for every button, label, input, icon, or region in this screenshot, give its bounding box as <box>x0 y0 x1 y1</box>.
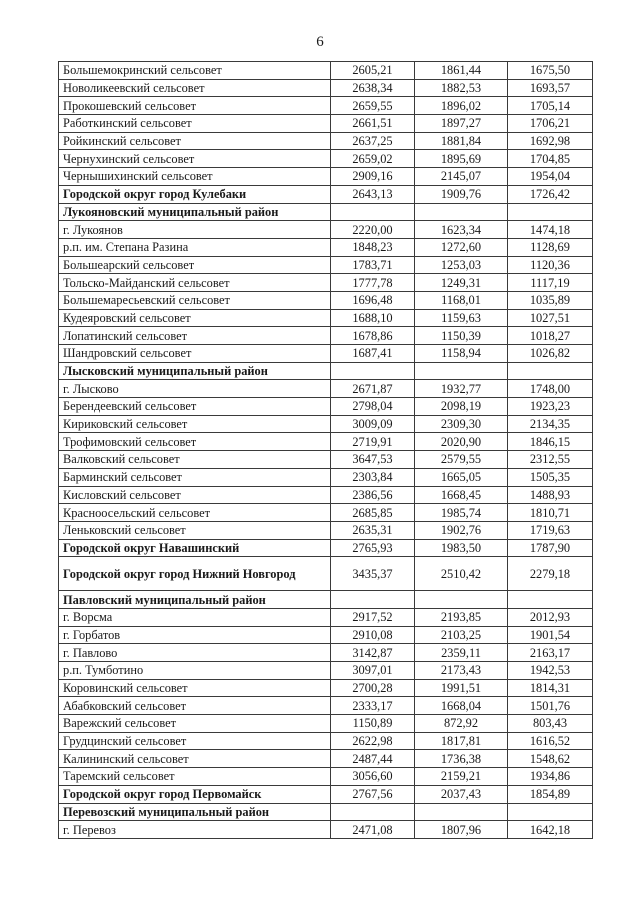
cell-territory: Ройкинский сельсовет <box>59 132 331 150</box>
table-row <box>59 132 593 150</box>
page-number: 6 <box>316 34 324 50</box>
cell-value-v3: 1642,18 <box>508 821 593 839</box>
cell-territory: Новоликеевский сельсовет <box>59 79 331 97</box>
cell-value-v1: 3647,53 <box>331 451 415 469</box>
table-row <box>59 451 593 469</box>
cell-territory: Прокошевский сельсовет <box>59 97 331 115</box>
cell-value-v3: 1810,71 <box>508 504 593 522</box>
cell-value-v3: 1934,86 <box>508 768 593 786</box>
cell-value-v3: 1693,57 <box>508 79 593 97</box>
table-row <box>59 626 593 644</box>
cell-territory: Тольско-Майданский сельсовет <box>59 274 331 292</box>
cell-value-v1: 2671,87 <box>331 380 415 398</box>
cell-territory: Лукояновский муниципальный район <box>59 203 331 221</box>
cell-value-v3 <box>508 203 593 221</box>
cell-territory: Берендеевский сельсовет <box>59 398 331 416</box>
cell-territory: Варежский сельсовет <box>59 715 331 733</box>
cell-value-v2: 1807,96 <box>415 821 508 839</box>
cell-value-v1: 1688,10 <box>331 309 415 327</box>
cell-value-v2: 1668,04 <box>415 697 508 715</box>
cell-territory: Красноосельский сельсовет <box>59 504 331 522</box>
table-row <box>59 433 593 451</box>
section-header-row <box>59 362 593 380</box>
cell-value-v3: 1705,14 <box>508 97 593 115</box>
cell-value-v1: 1848,23 <box>331 238 415 256</box>
cell-value-v3: 1018,27 <box>508 327 593 345</box>
table-row <box>59 97 593 115</box>
table-row <box>59 115 593 133</box>
cell-value-v1: 2661,51 <box>331 115 415 133</box>
cell-value-v1: 2220,00 <box>331 221 415 239</box>
cell-value-v1: 2487,44 <box>331 750 415 768</box>
cell-value-v2: 1932,77 <box>415 380 508 398</box>
cell-territory: Коровинский сельсовет <box>59 679 331 697</box>
cell-value-v1: 3009,09 <box>331 415 415 433</box>
cell-territory: Леньковский сельсовет <box>59 521 331 539</box>
cell-territory: Павловский муниципальный район <box>59 591 331 609</box>
cell-value-v3: 1706,21 <box>508 115 593 133</box>
cell-value-v3: 1719,63 <box>508 521 593 539</box>
cell-value-v3: 1117,19 <box>508 274 593 292</box>
table-row <box>59 785 593 803</box>
cell-value-v2: 1895,69 <box>415 150 508 168</box>
cell-territory: Городской округ город Первомайск <box>59 785 331 803</box>
cell-value-v2: 2510,42 <box>415 557 508 591</box>
cell-value-v1: 2303,84 <box>331 468 415 486</box>
cell-value-v3 <box>508 591 593 609</box>
cell-value-v1: 2767,56 <box>331 785 415 803</box>
table-row <box>59 557 593 591</box>
cell-value-v3: 1548,62 <box>508 750 593 768</box>
cell-value-v1: 1777,78 <box>331 274 415 292</box>
cell-value-v2: 1159,63 <box>415 309 508 327</box>
cell-value-v3: 1726,42 <box>508 185 593 203</box>
cell-value-v3: 1846,15 <box>508 433 593 451</box>
table-row <box>59 468 593 486</box>
cell-value-v3: 2012,93 <box>508 608 593 626</box>
cell-value-v2: 1861,44 <box>415 62 508 80</box>
cell-value-v3: 1954,04 <box>508 168 593 186</box>
cell-territory: Таремский сельсовет <box>59 768 331 786</box>
cell-value-v2: 1158,94 <box>415 345 508 363</box>
cell-value-v3: 1488,93 <box>508 486 593 504</box>
cell-value-v2: 1272,60 <box>415 238 508 256</box>
cell-territory: Городской округ город Нижний Новгород <box>59 557 331 591</box>
cell-value-v2: 872,92 <box>415 715 508 733</box>
table-row <box>59 679 593 697</box>
cell-value-v1: 3435,37 <box>331 557 415 591</box>
cell-value-v1: 2910,08 <box>331 626 415 644</box>
cell-value-v3: 1474,18 <box>508 221 593 239</box>
cell-value-v2: 1623,34 <box>415 221 508 239</box>
cell-value-v1: 2700,28 <box>331 679 415 697</box>
table-row <box>59 221 593 239</box>
cell-territory: г. Лукоянов <box>59 221 331 239</box>
cell-value-v2: 1668,45 <box>415 486 508 504</box>
cell-value-v2: 2309,30 <box>415 415 508 433</box>
table-row <box>59 697 593 715</box>
cell-value-v3: 1675,50 <box>508 62 593 80</box>
cell-value-v2: 1736,38 <box>415 750 508 768</box>
cell-value-v2: 2193,85 <box>415 608 508 626</box>
table-row <box>59 256 593 274</box>
cell-value-v2: 2103,25 <box>415 626 508 644</box>
cell-value-v1: 1696,48 <box>331 291 415 309</box>
cell-value-v2: 1168,01 <box>415 291 508 309</box>
section-header-row <box>59 203 593 221</box>
cell-territory: Лысковский муниципальный район <box>59 362 331 380</box>
cell-value-v1: 2635,31 <box>331 521 415 539</box>
cell-value-v2: 2145,07 <box>415 168 508 186</box>
section-header-row <box>59 803 593 821</box>
cell-value-v2: 1991,51 <box>415 679 508 697</box>
cell-value-v1: 2471,08 <box>331 821 415 839</box>
cell-value-v2: 1817,81 <box>415 732 508 750</box>
cell-value-v1: 1678,86 <box>331 327 415 345</box>
table-row <box>59 79 593 97</box>
cell-value-v1: 2637,25 <box>331 132 415 150</box>
cell-value-v1: 1687,41 <box>331 345 415 363</box>
table-row <box>59 380 593 398</box>
cell-value-v3: 1854,89 <box>508 785 593 803</box>
cell-value-v3: 1120,36 <box>508 256 593 274</box>
cell-value-v1: 2719,91 <box>331 433 415 451</box>
cell-territory: Большемаресьевский сельсовет <box>59 291 331 309</box>
cell-value-v2: 1150,39 <box>415 327 508 345</box>
cell-value-v2 <box>415 803 508 821</box>
cell-territory: г. Перевоз <box>59 821 331 839</box>
cell-value-v1: 2917,52 <box>331 608 415 626</box>
cell-value-v3: 1901,54 <box>508 626 593 644</box>
cell-territory: Кисловский сельсовет <box>59 486 331 504</box>
cell-value-v2: 1881,84 <box>415 132 508 150</box>
cell-value-v3: 1501,76 <box>508 697 593 715</box>
cell-value-v3 <box>508 362 593 380</box>
cell-value-v1: 2659,02 <box>331 150 415 168</box>
cell-value-v2: 2579,55 <box>415 451 508 469</box>
table-row <box>59 521 593 539</box>
table-row <box>59 150 593 168</box>
table-row <box>59 327 593 345</box>
cell-value-v1: 2643,13 <box>331 185 415 203</box>
cell-value-v3: 1692,98 <box>508 132 593 150</box>
cell-value-v3: 803,43 <box>508 715 593 733</box>
cell-territory: Валковский сельсовет <box>59 451 331 469</box>
cell-value-v3: 1748,00 <box>508 380 593 398</box>
cell-value-v1 <box>331 203 415 221</box>
table-row <box>59 274 593 292</box>
tariff-table <box>58 61 593 839</box>
cell-territory: г. Лысково <box>59 380 331 398</box>
table-row <box>59 415 593 433</box>
cell-value-v2: 2173,43 <box>415 662 508 680</box>
cell-value-v3: 2163,17 <box>508 644 593 662</box>
cell-territory: Чернышихинский сельсовет <box>59 168 331 186</box>
cell-territory: Чернухинский сельсовет <box>59 150 331 168</box>
cell-value-v2: 1902,76 <box>415 521 508 539</box>
cell-value-v1: 2685,85 <box>331 504 415 522</box>
cell-territory: Грудцинский сельсовет <box>59 732 331 750</box>
table-row <box>59 662 593 680</box>
table-row <box>59 291 593 309</box>
cell-territory: Шандровский сельсовет <box>59 345 331 363</box>
cell-territory: Калининский сельсовет <box>59 750 331 768</box>
table-row <box>59 398 593 416</box>
cell-value-v2: 2098,19 <box>415 398 508 416</box>
cell-value-v2: 2020,90 <box>415 433 508 451</box>
cell-value-v3: 1814,31 <box>508 679 593 697</box>
table-row <box>59 486 593 504</box>
cell-territory: Работкинский сельсовет <box>59 115 331 133</box>
table-row <box>59 539 593 557</box>
cell-value-v2 <box>415 203 508 221</box>
table-row <box>59 768 593 786</box>
cell-territory: Перевозский муниципальный район <box>59 803 331 821</box>
cell-value-v3: 2279,18 <box>508 557 593 591</box>
cell-value-v1: 2765,93 <box>331 539 415 557</box>
cell-value-v2: 1985,74 <box>415 504 508 522</box>
table-row <box>59 62 593 80</box>
table-row <box>59 608 593 626</box>
cell-value-v2 <box>415 362 508 380</box>
cell-value-v3: 1787,90 <box>508 539 593 557</box>
cell-value-v1: 3097,01 <box>331 662 415 680</box>
cell-value-v1: 2605,21 <box>331 62 415 80</box>
cell-territory: Трофимовский сельсовет <box>59 433 331 451</box>
cell-territory: Барминский сельсовет <box>59 468 331 486</box>
cell-territory: р.п. Тумботино <box>59 662 331 680</box>
cell-value-v2: 1665,05 <box>415 468 508 486</box>
cell-value-v2: 2159,21 <box>415 768 508 786</box>
cell-value-v1 <box>331 362 415 380</box>
cell-value-v1 <box>331 591 415 609</box>
cell-value-v3: 1704,85 <box>508 150 593 168</box>
cell-value-v3: 1505,35 <box>508 468 593 486</box>
cell-territory: Кириковский сельсовет <box>59 415 331 433</box>
cell-territory: Большеарский сельсовет <box>59 256 331 274</box>
table-row <box>59 504 593 522</box>
table-row <box>59 185 593 203</box>
table-row <box>59 345 593 363</box>
cell-value-v3: 1027,51 <box>508 309 593 327</box>
table-body <box>59 62 593 839</box>
cell-value-v3: 1616,52 <box>508 732 593 750</box>
cell-value-v1: 3056,60 <box>331 768 415 786</box>
cell-value-v3: 1035,89 <box>508 291 593 309</box>
cell-value-v2: 1909,76 <box>415 185 508 203</box>
cell-territory: г. Ворсма <box>59 608 331 626</box>
cell-territory: Большемокринский сельсовет <box>59 62 331 80</box>
table-row <box>59 821 593 839</box>
cell-territory: Городской округ город Кулебаки <box>59 185 331 203</box>
table-row <box>59 168 593 186</box>
cell-value-v1: 1783,71 <box>331 256 415 274</box>
section-header-row <box>59 591 593 609</box>
cell-territory: Кудеяровский сельсовет <box>59 309 331 327</box>
cell-territory: Городской округ Навашинский <box>59 539 331 557</box>
table-row <box>59 750 593 768</box>
cell-value-v1: 2622,98 <box>331 732 415 750</box>
cell-value-v3: 1128,69 <box>508 238 593 256</box>
cell-value-v2 <box>415 591 508 609</box>
table-row <box>59 644 593 662</box>
cell-value-v1 <box>331 803 415 821</box>
table-row <box>59 309 593 327</box>
cell-value-v2: 1249,31 <box>415 274 508 292</box>
cell-value-v1: 1150,89 <box>331 715 415 733</box>
cell-value-v1: 2909,16 <box>331 168 415 186</box>
cell-value-v3 <box>508 803 593 821</box>
cell-territory: Абабковский сельсовет <box>59 697 331 715</box>
cell-value-v1: 2386,56 <box>331 486 415 504</box>
cell-value-v2: 1253,03 <box>415 256 508 274</box>
cell-territory: р.п. им. Степана Разина <box>59 238 331 256</box>
cell-value-v3: 1942,53 <box>508 662 593 680</box>
cell-value-v2: 1896,02 <box>415 97 508 115</box>
table-row <box>59 715 593 733</box>
cell-value-v2: 2037,43 <box>415 785 508 803</box>
cell-value-v3: 2312,55 <box>508 451 593 469</box>
cell-value-v2: 1897,27 <box>415 115 508 133</box>
cell-territory: Лопатинский сельсовет <box>59 327 331 345</box>
cell-value-v1: 3142,87 <box>331 644 415 662</box>
cell-value-v3: 1923,23 <box>508 398 593 416</box>
cell-territory: г. Горбатов <box>59 626 331 644</box>
cell-value-v2: 2359,11 <box>415 644 508 662</box>
cell-value-v1: 2638,34 <box>331 79 415 97</box>
cell-value-v1: 2798,04 <box>331 398 415 416</box>
cell-value-v1: 2333,17 <box>331 697 415 715</box>
cell-territory: г. Павлово <box>59 644 331 662</box>
cell-value-v2: 1983,50 <box>415 539 508 557</box>
cell-value-v2: 1882,53 <box>415 79 508 97</box>
table-row <box>59 732 593 750</box>
cell-value-v1: 2659,55 <box>331 97 415 115</box>
table-row <box>59 238 593 256</box>
cell-value-v3: 1026,82 <box>508 345 593 363</box>
cell-value-v3: 2134,35 <box>508 415 593 433</box>
